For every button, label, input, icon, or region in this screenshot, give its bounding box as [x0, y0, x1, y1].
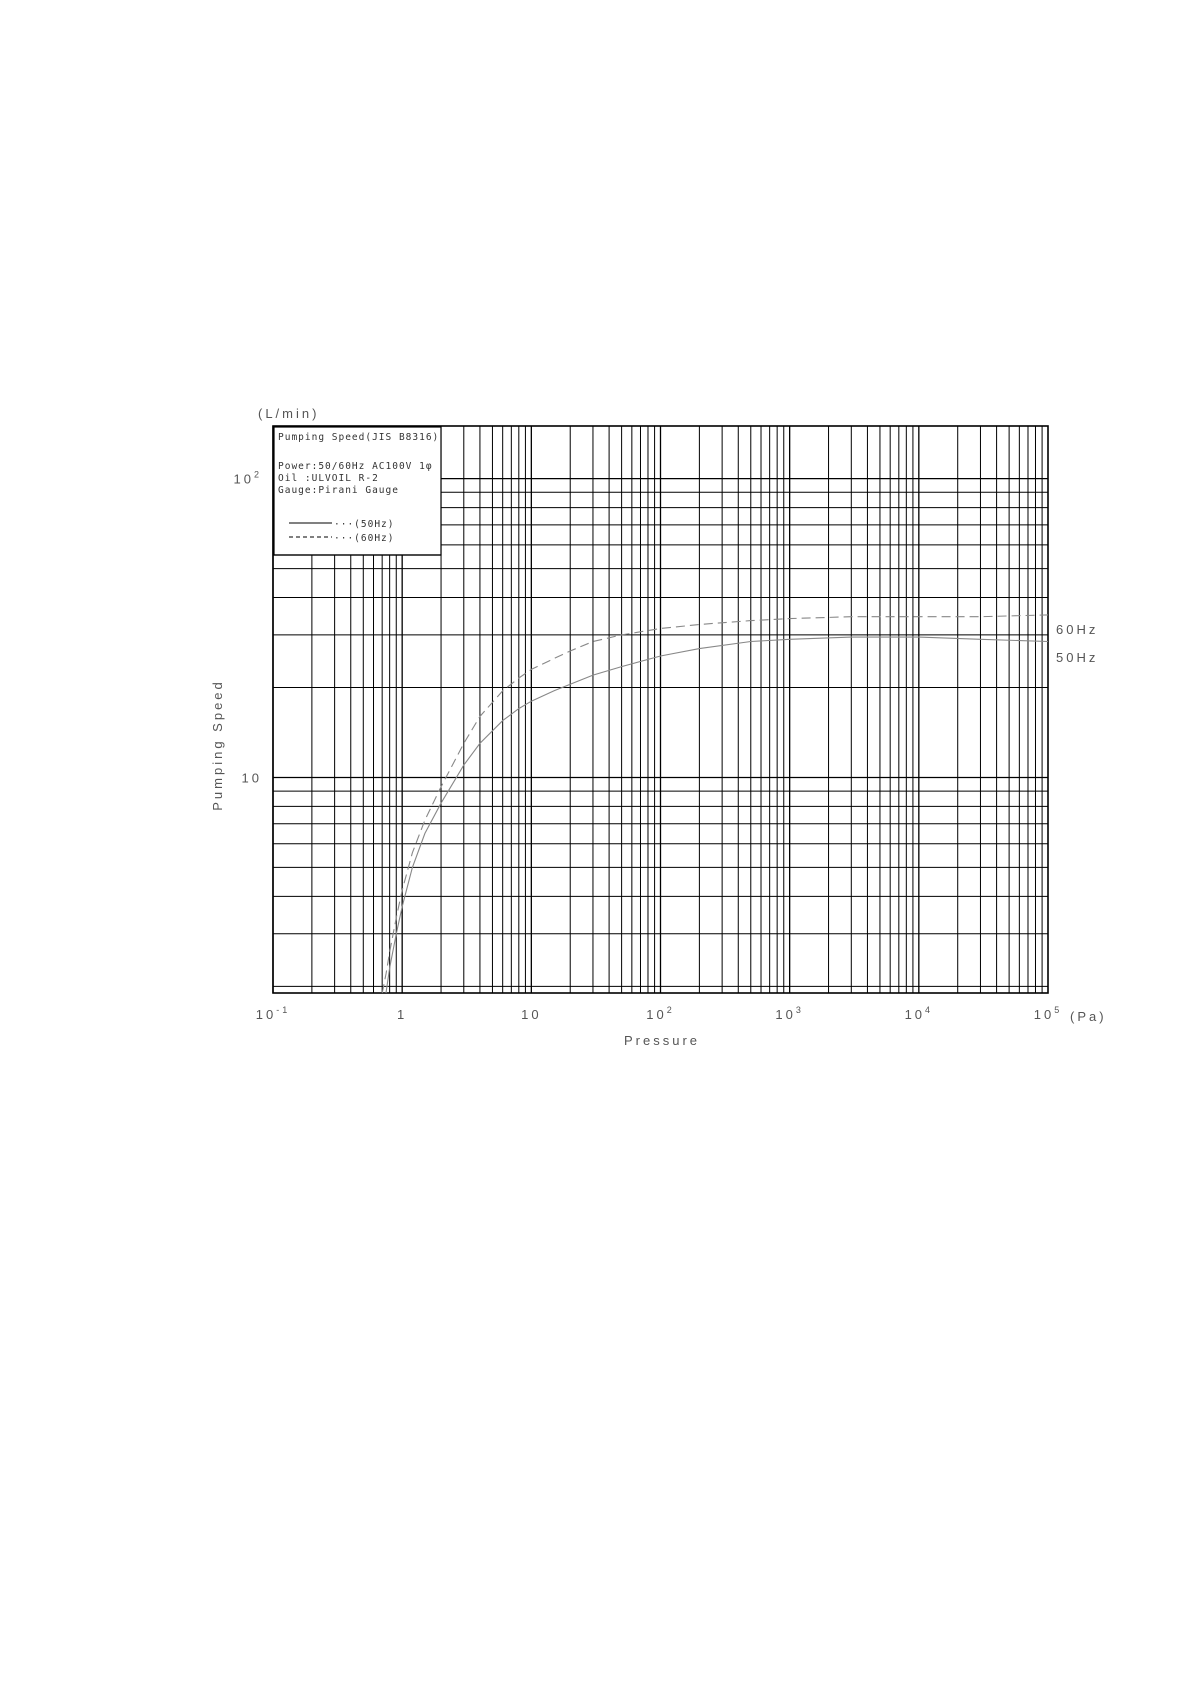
- series-end-label-50hz: 50Hz: [1056, 650, 1099, 665]
- legend-entry-60hz: ···(60Hz): [334, 533, 395, 544]
- legend-note-power: Power:50/60Hz AC100V 1φ: [278, 461, 433, 472]
- x-tick-label: $10^4$: [904, 1005, 934, 1022]
- legend-title: Pumping Speed(JIS B8316): [278, 432, 440, 443]
- series-end-label-60hz: 60Hz: [1056, 622, 1099, 637]
- x-tick-label: 1: [397, 1007, 408, 1022]
- y-tick-label: $10^2$: [233, 469, 262, 487]
- x-tick-label: $10^3$: [775, 1005, 804, 1022]
- x-tick-label: 10: [521, 1007, 542, 1022]
- x-tick-label-exponent: -1: [276, 1005, 291, 1015]
- x-axis-title: Pressure: [623, 1033, 701, 1048]
- x-tick-label-exponent: 2: [666, 1005, 675, 1015]
- legend-entry-50hz: ···(50Hz): [334, 519, 395, 530]
- x-unit-label: (Pa): [1070, 1009, 1107, 1024]
- chart-series-lines: [382, 615, 1048, 993]
- legend-note-gauge: Gauge:Pirani Gauge: [278, 485, 399, 496]
- series-line-50hz: [386, 637, 1048, 993]
- legend-box: [273, 427, 441, 555]
- x-tick-label: $10^5$: [1033, 1005, 1063, 1022]
- x-tick-label: $10^{-1}$: [255, 1005, 291, 1022]
- series-line-60hz: [382, 615, 1048, 993]
- legend-note-oil: Oil :ULVOIL R-2: [278, 473, 379, 484]
- y-unit-label: (L/min): [258, 406, 320, 421]
- x-tick-label-exponent: 5: [1054, 1005, 1063, 1015]
- x-tick-label: $10^2$: [646, 1005, 675, 1022]
- y-axis-title: Pumping Speed: [210, 679, 225, 811]
- y-tick-label-exponent: 2: [253, 469, 262, 480]
- x-tick-label-exponent: 4: [925, 1005, 934, 1015]
- x-tick-label-exponent: 3: [795, 1005, 804, 1015]
- y-tick-label: 10: [241, 770, 262, 786]
